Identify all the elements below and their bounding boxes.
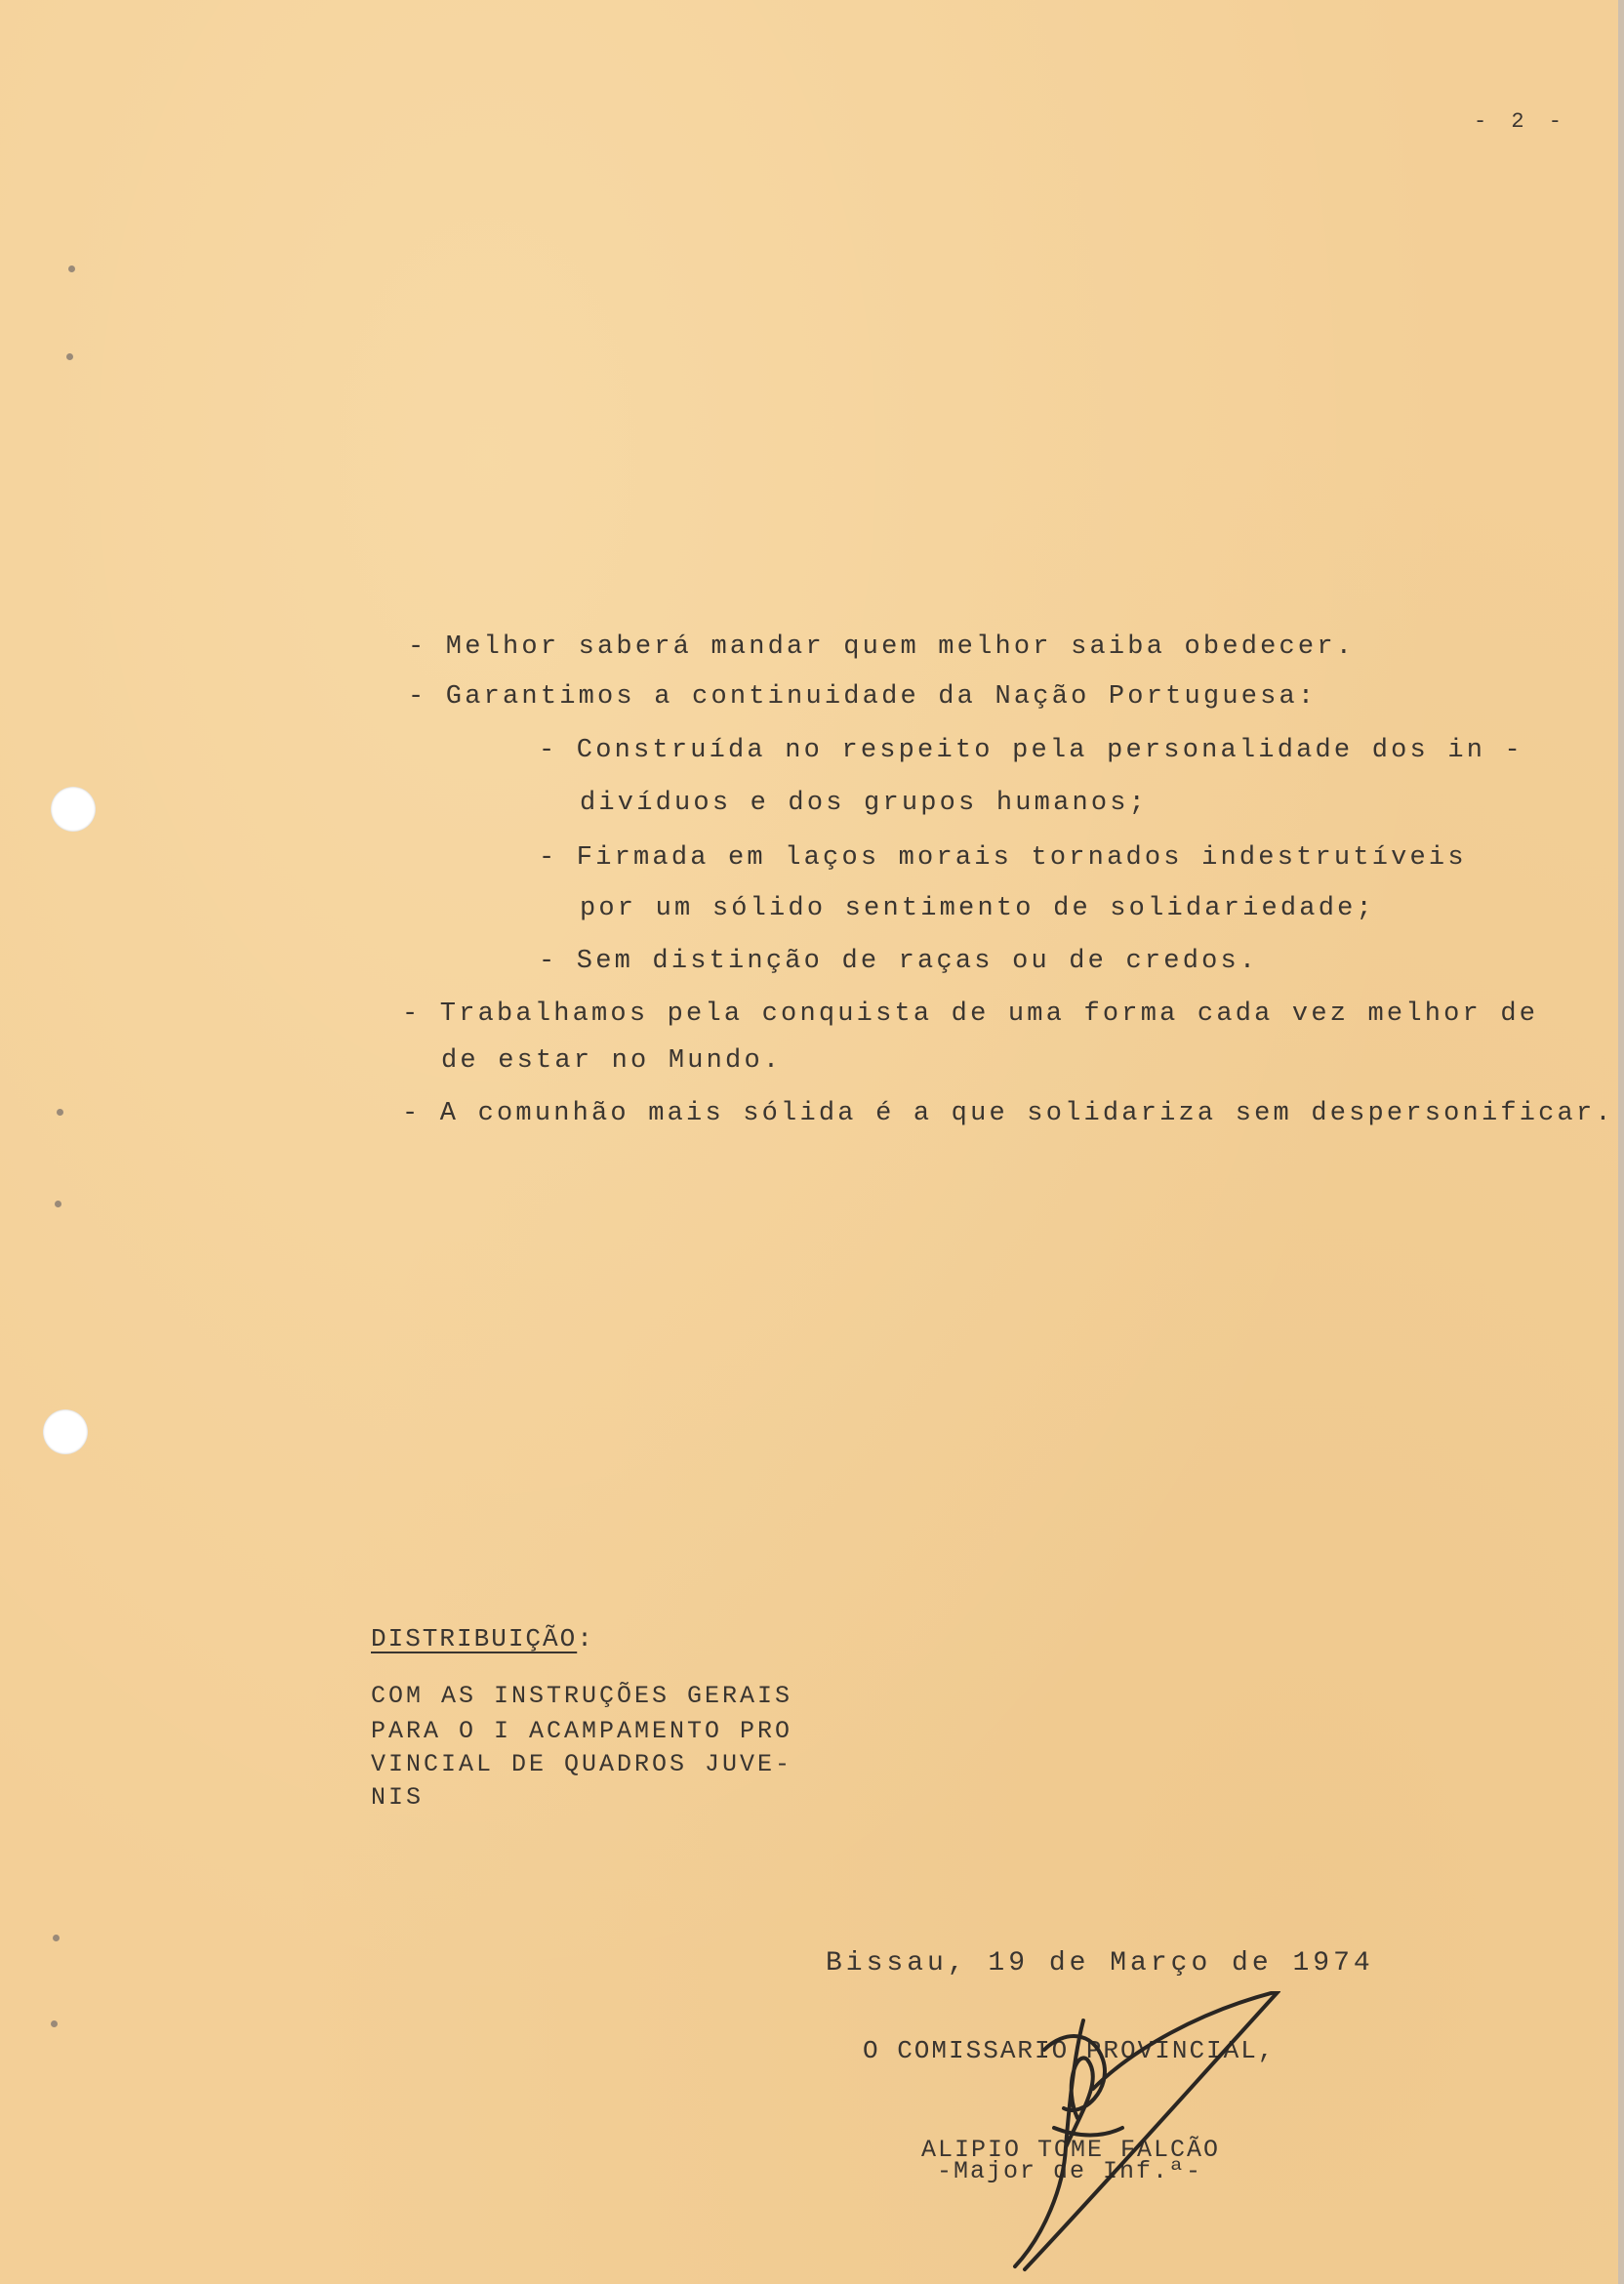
paper-speck [57,1109,63,1116]
body-line: - A comunhão mais sólida é a que solidariza sem despersonificar. [402,1099,1614,1128]
place-and-date: Bissau, 19 de Março de 1974 [826,1948,1374,1978]
distribution-line: NIS [371,1783,425,1812]
signatory-rank: -Major de Inf.ª- [937,2157,1203,2185]
body-line: - Garantimos a continuidade da Nação Portuguesa: [408,682,1318,712]
body-line: - Trabalhamos pela conquista de uma forma cada vez melhor de [402,999,1539,1029]
punch-hole-upper [51,787,96,832]
signatory-name: ALIPIO TOME FALCÃO [921,2136,1221,2164]
distribution-heading-text: DISTRIBUIÇÃO [371,1624,578,1653]
body-line: - Melhor saberá mandar quem melhor saiba obedecer. [408,632,1356,662]
distribution-line: PARA O I ACAMPAMENTO PRO [371,1717,793,1745]
paper-speck [51,2020,58,2027]
paper-speck [66,353,73,360]
body-line: - Sem distinção de raças ou de credos. [539,947,1259,976]
paper-speck [55,1201,61,1207]
paper-speck [68,265,75,272]
body-line: por um sólido sentimento de solidariedade; [580,894,1375,923]
body-line: - Construída no respeito pela personalidade dos in - [539,736,1523,765]
punch-hole-lower [43,1409,88,1454]
page-number: - 2 - [1474,109,1568,134]
distribution-line: VINCIAL DE QUADROS JUVE- [371,1750,793,1778]
page-edge [1618,0,1624,2284]
body-line: de estar no Mundo. [441,1046,783,1076]
distribution-heading [371,1624,594,1653]
distribution-line: COM AS INSTRUÇÕES GERAIS [371,1682,793,1710]
handwritten-signature [986,1991,1298,2274]
distribution-heading-colon: : [577,1624,594,1653]
body-line: divíduos e dos grupos humanos; [580,789,1149,818]
signatory-title: O COMISSARIO PROVINCIAL, [863,2036,1276,2065]
body-line: - Firmada em laços morais tornados indestrutíveis [539,843,1467,873]
paper-speck [53,1935,60,1941]
